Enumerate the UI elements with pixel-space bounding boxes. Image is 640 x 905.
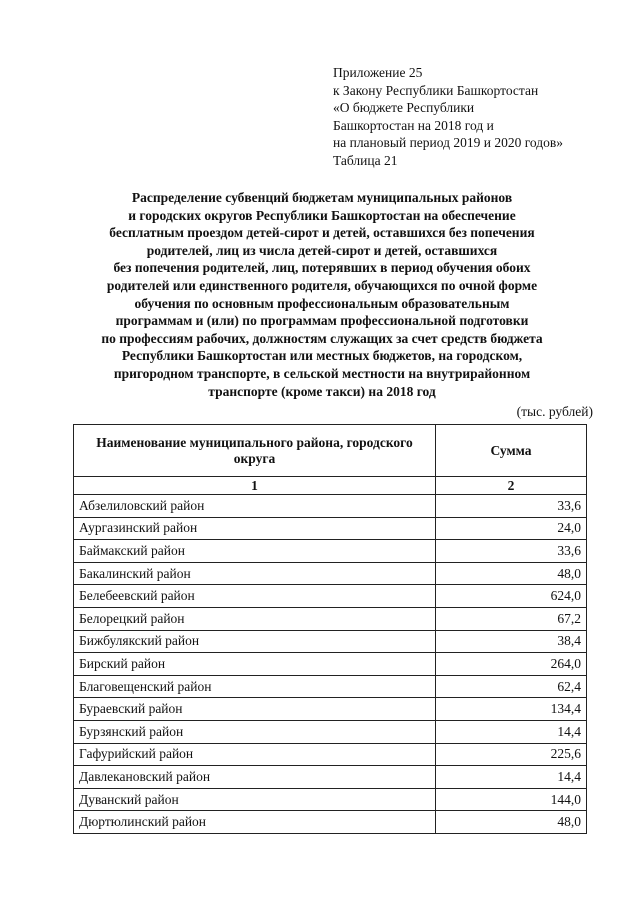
table-body	[74, 495, 587, 834]
subsidy-amount: 14,4	[436, 766, 587, 789]
subsidy-table	[73, 424, 587, 834]
units-label: (тыс. рублей)	[516, 404, 593, 419]
table-row	[74, 495, 587, 518]
table-row	[74, 562, 587, 585]
table-row	[74, 517, 587, 540]
column-header-amount: Сумма	[436, 425, 587, 477]
header-line: «О бюджете Республики	[333, 100, 475, 116]
district-name: Давлекановский район	[74, 766, 436, 789]
title-line: Республики Башкортостан или местных бюджетов, на городском,	[121, 348, 523, 364]
district-name: Бижбулякский район	[74, 630, 436, 653]
subsidy-amount: 144,0	[436, 788, 587, 811]
subsidy-amount: 67,2	[436, 607, 587, 630]
subsidy-amount: 264,0	[436, 653, 587, 676]
district-name: Бураевский район	[74, 698, 436, 721]
table-row	[74, 653, 587, 676]
title-line: родителей, лиц из числа детей-сирот и детей, оставшихся	[146, 242, 498, 258]
subsidy-amount: 48,0	[436, 562, 587, 585]
table-row	[74, 585, 587, 608]
table-row	[74, 607, 587, 630]
table-header-row	[74, 425, 587, 477]
table-row	[74, 811, 587, 834]
subsidy-amount: 38,4	[436, 630, 587, 653]
column-number-1: 1	[74, 477, 436, 495]
subsidy-amount: 33,6	[436, 540, 587, 563]
title-line: программам и (или) по программам профессиональной подготовки	[115, 313, 529, 329]
district-name: Дюртюлинский район	[74, 811, 436, 834]
subsidy-amount: 62,4	[436, 675, 587, 698]
header-line: к Закону Республики Башкортостан	[333, 82, 539, 98]
table-row	[74, 743, 587, 766]
column-number-row	[74, 477, 587, 495]
table-row	[74, 630, 587, 653]
district-name: Бирский район	[74, 653, 436, 676]
title-line: без попечения родителей, лиц, потерявших в период обучения обоих	[113, 260, 531, 276]
subsidy-amount: 225,6	[436, 743, 587, 766]
title-line: родителей или единственного родителя, обучающихся по очной форме	[106, 277, 538, 293]
table-row	[74, 766, 587, 789]
title-line: по профессиям рабочих, должностям служащих за счет средств бюджета	[101, 330, 543, 346]
subsidy-amount: 624,0	[436, 585, 587, 608]
title-line: бесплатным проездом детей-сирот и детей, оставшихся без попечения	[109, 225, 535, 241]
table-row	[74, 675, 587, 698]
district-name: Благовещенский район	[74, 675, 436, 698]
table-row	[74, 720, 587, 743]
district-name: Белебеевский район	[74, 585, 436, 608]
table-row	[74, 540, 587, 563]
header-line: на плановый период 2019 и 2020 годов»	[333, 135, 564, 151]
subsidy-amount: 14,4	[436, 720, 587, 743]
appendix-header	[333, 64, 633, 170]
header-line: Приложение 25	[333, 65, 423, 80]
district-name: Гафурийский район	[74, 743, 436, 766]
table-row	[74, 788, 587, 811]
title-line: пригородном транспорте, в сельской местности на внутрирайонном	[113, 365, 531, 381]
district-name: Баймакский район	[74, 540, 436, 563]
district-name: Бакалинский район	[74, 562, 436, 585]
subsidy-amount: 48,0	[436, 811, 587, 834]
header-line: Таблица 21	[333, 152, 398, 168]
column-header-name: Наименование муниципального района, городского округа	[74, 425, 436, 477]
district-name: Белорецкий район	[74, 607, 436, 630]
title-line: и городских округов Республики Башкортостан на обеспечение	[128, 207, 516, 223]
district-name: Бурзянский район	[74, 720, 436, 743]
subsidy-amount: 134,4	[436, 698, 587, 721]
district-name: Дуванский район	[74, 788, 436, 811]
district-name: Абзелиловский район	[74, 495, 436, 518]
column-number-2: 2	[436, 477, 587, 495]
title-line: обучения по основным профессиональным образовательным	[134, 295, 510, 311]
subsidy-amount: 24,0	[436, 517, 587, 540]
title-line: Распределение субвенций бюджетам муниципальных районов	[131, 190, 513, 205]
subsidy-amount: 33,6	[436, 495, 587, 518]
table-row	[74, 698, 587, 721]
title-line: транспорте (кроме такси) на 2018 год	[208, 383, 436, 399]
document-title	[60, 189, 584, 400]
header-line: Башкортостан на 2018 год и	[333, 117, 494, 133]
district-name: Аургазинский район	[74, 517, 436, 540]
